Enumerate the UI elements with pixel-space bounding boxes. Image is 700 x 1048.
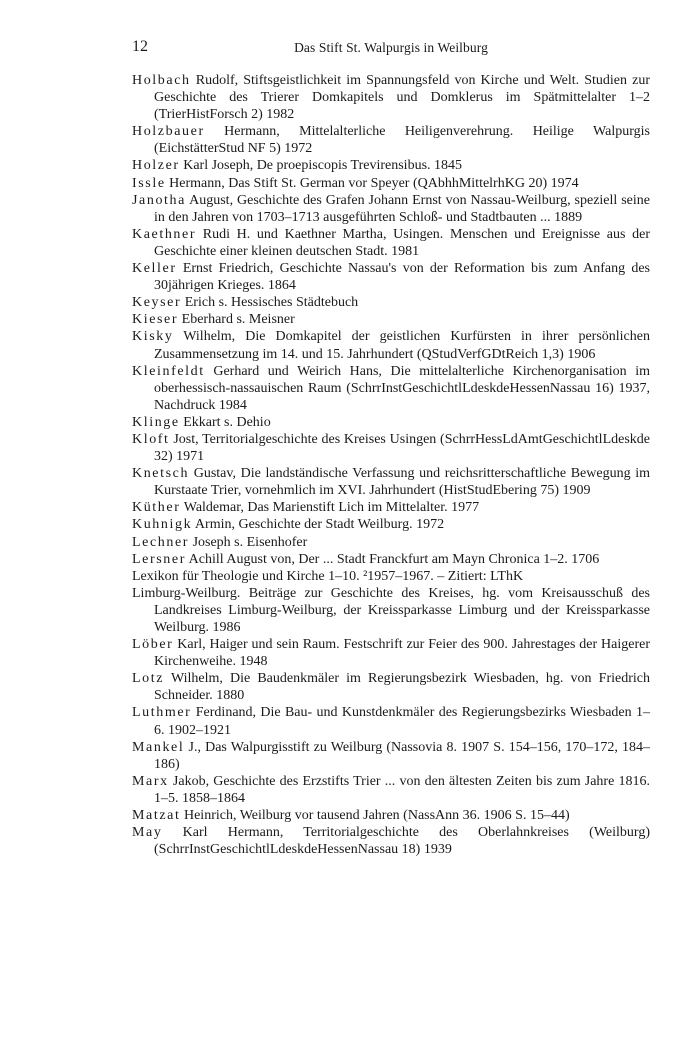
bibliography-entry — [132, 739, 650, 773]
entry-text: Heinrich, Weilburg vor tausend Jahren (NassAnn 36. 1906 S. 15–44) — [180, 808, 570, 824]
page-header — [132, 38, 650, 58]
entry-author: Kloft — [132, 431, 170, 447]
entry-author: Keyser — [132, 295, 182, 311]
bibliography-entry — [132, 294, 650, 311]
entry-author: Luthmer — [132, 705, 192, 721]
entry-author: Mankel — [132, 739, 185, 755]
bibliography-entry — [132, 534, 650, 551]
entry-text: Wilhelm, Die Baudenkmäler im Regierungsbezirk Wiesbaden, hg. von Friedrich Schneider. 1880 — [154, 671, 650, 704]
entry-author: Kaethner — [132, 226, 197, 242]
running-title: Das Stift St. Walpurgis in Weilburg — [294, 40, 488, 55]
bibliography-entry — [132, 431, 650, 465]
bibliography-entry — [132, 414, 650, 431]
bibliography-entry — [132, 72, 650, 123]
entry-text: Ernst Friedrich, Geschichte Nassau's von der Reformation bis zum Anfang des 30jährigen Krieges. 1864 — [154, 261, 650, 294]
bibliography-entry — [132, 516, 650, 533]
bibliography-entry — [132, 260, 650, 294]
bibliography-entry — [132, 773, 650, 807]
bibliography-entry — [132, 328, 650, 362]
entry-text: Rudolf, Stiftsgeistlichkeit im Spannungsfeld von Kirche und Welt. Studien zur Geschichte des Trierer Domkapitels und Domklerus im Spätmittelalter 1–2 (TrierHistForsch 2) 1982 — [154, 73, 650, 123]
entry-author: Lotz — [132, 671, 165, 687]
entry-text: Eberhard s. Meisner — [178, 312, 295, 328]
entry-text: J., Das Walpurgisstift zu Weilburg (Nassovia 8. 1907 S. 154–156, 170–172, 184–186) — [154, 739, 650, 772]
entry-author: Kieser — [132, 312, 179, 328]
entry-text: Hermann, Mittelalterliche Heiligenverehrung. Heilige Walpurgis (EichstätterStud NF 5) 1972 — [154, 124, 650, 157]
bibliography-entry — [132, 363, 650, 414]
bibliography-entry — [132, 704, 650, 738]
entry-author: Holbach — [132, 73, 191, 88]
entry-text: Rudi H. und Kaethner Martha, Usingen. Menschen und Ereignisse aus der Geschichte einer kleinen deutschen Stadt. 1981 — [154, 226, 650, 259]
entry-text: Gerhard und Weirich Hans, Die mittelalterliche Kirchenorganisation im oberhessisch-nassauischen Raum (SchrrInstGeschichtlLdeskdeHessenNassau 16) 1937, Nachdruck 1984 — [154, 363, 650, 413]
entry-text: Hermann, Das Stift St. German vor Speyer (QAbhhMittelrhKG 20) 1974 — [165, 175, 579, 191]
entry-text: Karl, Haiger und sein Raum. Festschrift zur Feier des 900. Jahrestages der Haigerer Kirchenweihe. 1948 — [154, 637, 650, 670]
entry-author: Holzer — [132, 158, 180, 174]
bibliography-entry — [132, 670, 650, 704]
bibliography-entry — [132, 123, 650, 157]
entry-text: Ferdinand, Die Bau- und Kunstdenkmäler des Regierungsbezirks Wiesbaden 1–6. 1902–1921 — [154, 705, 650, 738]
entry-text: Waldemar, Das Marienstift Lich im Mittelalter. 1977 — [180, 500, 480, 516]
bibliography-entry — [132, 157, 650, 174]
bibliography-entry — [132, 465, 650, 499]
entry-text: Jost, Territorialgeschichte des Kreises Usingen (SchrrHessLdAmtGeschichtlLdeskde 32) 1971 — [154, 431, 650, 465]
entry-author: Kleinfeldt — [132, 363, 205, 379]
bibliography-entry — [132, 175, 650, 192]
entry-author: Klinge — [132, 414, 180, 430]
entry-author: May — [132, 825, 163, 841]
entry-text: Karl Hermann, Territorialgeschichte des Oberlahnkreises (Weilburg) (SchrrInstGeschichtlLdeskdeHessenNassau 18) 1939 — [154, 825, 650, 858]
entry-text: Jakob, Geschichte des Erzstifts Trier ... von den ältesten Zeiten bis zum Jahre 1816. 1–5. 1858–1864 — [154, 773, 650, 806]
bibliography-entry — [132, 636, 650, 670]
entry-text: Joseph s. Eisenhofer — [189, 534, 308, 550]
entry-author: Löber — [132, 637, 174, 653]
entry-text: Lexikon für Theologie und Kirche 1–10. ²1957–1967. – Zitiert: LThK — [132, 568, 524, 584]
entry-text: Gustav, Die landständische Verfassung und reichsritterschaftliche Bewegung im Kurstaate Trier, vornehmlich im XVI. Jahrhundert (HistStudEbering 75) 1909 — [154, 466, 650, 499]
bibliography-entry — [132, 311, 650, 328]
bibliography-entry — [132, 499, 650, 516]
bibliography-entry — [132, 226, 650, 260]
entry-text: Achill August von, Der ... Stadt Franckfurt am Mayn Chronica 1–2. 1706 — [185, 551, 600, 567]
entry-text: Armin, Geschichte der Stadt Weilburg. 1972 — [192, 517, 445, 533]
entry-author: Issle — [132, 175, 166, 191]
entry-text: Ekkart s. Dehio — [179, 414, 271, 430]
entry-text: Erich s. Hessisches Städtebuch — [181, 295, 359, 311]
bibliography-entry — [132, 585, 650, 636]
entry-text: Wilhelm, Die Domkapitel der geistlichen Kurfürsten in ihrer persönlichen Zusammensetzung im 14. und 15. Jahrhundert (QStudVerfGDtReich 1,3) 1906 — [154, 329, 650, 362]
entry-author: Janotha — [132, 192, 186, 208]
bibliography-entry — [132, 807, 650, 824]
bibliography-list — [132, 72, 650, 858]
entry-text: Limburg-Weilburg. Beiträge zur Geschichte des Kreises, hg. vom Kreisausschuß des Landkreises Limburg-Weilburg, der Kreissparkasse Limburg und der Kreissparkasse Weilburg. 1986 — [132, 585, 650, 635]
entry-author: Lechner — [132, 534, 190, 550]
entry-author: Kuhnigk — [132, 517, 193, 533]
bibliography-entry — [132, 824, 650, 858]
entry-author: Holzbauer — [132, 124, 205, 140]
entry-author: Keller — [132, 261, 177, 277]
entry-author: Küther — [132, 500, 181, 516]
entry-text: Karl Joseph, De proepiscopis Trevirensibus. 1845 — [179, 158, 463, 174]
page-number: 12 — [132, 38, 148, 55]
bibliography-entry — [132, 551, 650, 568]
entry-text: August, Geschichte des Grafen Johann Ernst von Nassau-Weilburg, speziell seine in den Jahren von 1703–1713 ausgeführten Schloß- und Stadtbauten ... 1889 — [154, 192, 650, 225]
bibliography-entry — [132, 192, 650, 226]
entry-author: Knetsch — [132, 466, 190, 482]
entry-author: Kisky — [132, 329, 174, 345]
entry-author: Matzat — [132, 808, 181, 824]
entry-author: Marx — [132, 773, 169, 789]
bibliography-entry — [132, 568, 650, 585]
entry-author: Lersner — [132, 551, 186, 567]
